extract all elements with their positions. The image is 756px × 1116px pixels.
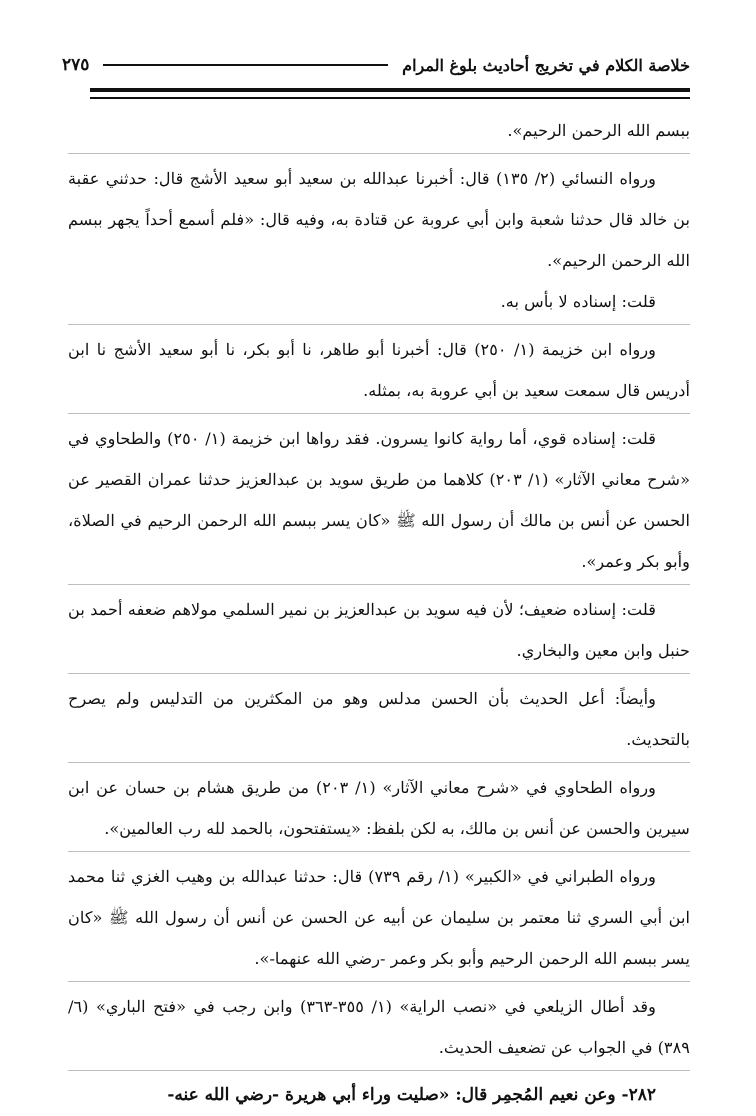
paragraph-tabarani: ورواه الطبراني في «الكبير» (١/ رقم ٧٣٩) قال: حدثنا عبدالله بن وهيب الغزي ثنا محمد ابن أبي السري ثنا معتمر بن سليمان عن أبيه عن الحسن عن أنس أن رسول الله ﷺ «كان يسر ببسم الله الرحمن الرحيم وأبو بكر وعمر -رضي الله عنهما-». xyxy=(68,851,690,979)
paragraph-ibn-khuzaymah: ورواه ابن خزيمة (١/ ٢٥٠) قال: أخبرنا أبو طاهر، نا أبو بكر، نا أبو سعيد الأشج نا ابن أدريس قال سمعت سعيد بن أبي عروبة به، بمثله. xyxy=(68,324,690,411)
hadith-282: ٢٨٢- وعن نعيم المُجمِر قال: «صليت وراء أبي هريرة -رضي الله عنه- xyxy=(68,1070,690,1116)
paragraph-verdict-3: قلت: إسناده ضعيف؛ لأن فيه سويد بن عبدالعزيز بن نمير السلمي مولاهم ضعفه أحمد بن حنبل وابن معين والبخاري. xyxy=(68,584,690,671)
paragraph-nasai: ورواه النسائي (٢/ ١٣٥) قال: أخبرنا عبدالله بن سعيد أبو سعيد الأشج قال: حدثني عقبة بن خالد قال حدثنا شعبة وابن أبي عروبة عن قتادة به، وفيه قال: «فلم أسمع أحداً يجهر ببسم الله الرحمن الرحيم». xyxy=(68,153,690,281)
page-number: ٢٧٥ xyxy=(62,55,90,75)
paragraph-verdict-1: قلت: إسناده لا بأس به. xyxy=(500,292,656,311)
header-rule-thick xyxy=(90,88,690,92)
paragraph-tahawi: ورواه الطحاوي في «شرح معاني الآثار» (١/ ٢٠٣) من طريق هشام بن حسان عن ابن سيرين والحسن عن أنس بن مالك، به لكن بلفظ: «يستفتحون، بالحمد لله رب العالمين». xyxy=(68,762,690,849)
paragraph-verdict-2: قلت: إسناده قوي، أما رواية كانوا يسرون. فقد رواها ابن خزيمة (١/ ٢٥٠) والطحاوي في «شرح معاني الآثار» (١/ ٢٠٣) كلاهما من طريق سويد بن عبدالعزيز حدثنا عمران القصير عن الحسن عن أنس بن مالك أن رسول الله ﷺ «كان يسر ببسم الله الرحمن الرحيم في الصلاة، وأبو بكر وعمر». xyxy=(68,413,690,582)
header-rule-thin xyxy=(90,97,690,99)
header-line xyxy=(103,64,388,66)
book-title: خلاصة الكلام في تخريج أحاديث بلوغ المرام xyxy=(402,55,690,75)
running-header xyxy=(62,50,690,80)
page-body xyxy=(68,110,690,1112)
paragraph-zaylai: وقد أطال الزيلعي في «نصب الراية» (١/ ٣٥٥-٣٦٣) وابن رجب في «فتح الباري» (٦/ ٣٨٩) في الجواب عن تضعيف الحديث. xyxy=(68,981,690,1068)
paragraph-tadlis: وأيضاً: أعل الحديث بأن الحسن مدلس وهو من المكثرين من التدليس ولم يصرح بالتحديث. xyxy=(68,673,690,760)
paragraph-basmala-end: ببسم الله الرحمن الرحيم». xyxy=(507,121,690,140)
